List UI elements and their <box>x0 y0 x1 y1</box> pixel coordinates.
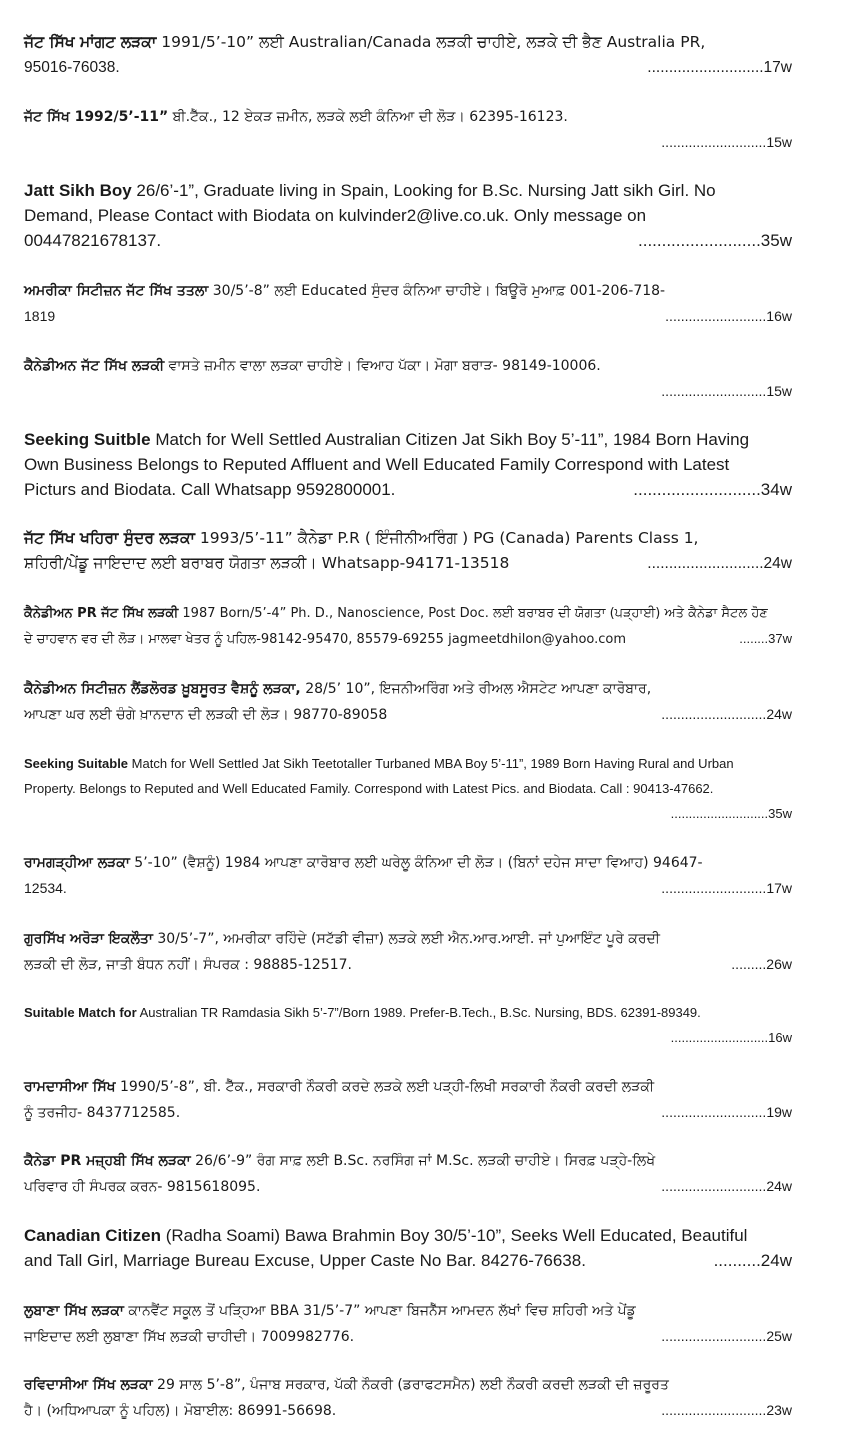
ad-text: Match for Well Settled Jat Sikh Teetotaller Turbaned MBA Boy 5’-11”, 1989 Born Having Rural and Urban <box>128 756 734 771</box>
ad-text: 1991/5’-10” ਲਈ Australian/Canada ਲੜਕੀ ਚਾਹੀਏ, ਲੜਕੇ ਦੀ ਭੈਣ Australia PR, <box>156 33 706 51</box>
ad-text: 30/5’-7”, ਅਮਰੀਕਾ ਰਹਿੰਦੇ (ਸਟੱਡੀ ਵੀਜ਼ਾ) ਲੜਕੇ ਲਈ ਐਨ.ਆਰ.ਆਈ. ਜਾਂ ਪੁਆਇੰਟ ਪੂਰੇ ਕਰਦੀ <box>152 931 661 947</box>
ad-lead: ਅਮਰੀਕਾ ਸਿਟੀਜ਼ਨ ਜੱਟ ਸਿੱਖ ਤਤਲਾ <box>24 283 209 299</box>
classified-ad <box>24 427 792 502</box>
ad-code: ...........................25w <box>661 1328 792 1344</box>
ad-lead: ਜੱਟ ਸਿੱਖ ਖਹਿਰਾ ਸੁੰਦਰ ਲੜਕਾ <box>24 529 195 547</box>
ad-lead: Suitable Match for <box>24 1005 137 1020</box>
ad-text: 29 ਸਾਲ 5’-8”, ਪੰਜਾਬ ਸਰਕਾਰ, ਪੱਕੀ ਨੌਕਰੀ (ਡਰਾਫਟਸਮੈਨ) ਲਈ ਨੌਕਰੀ ਕਰਦੀ ਲੜਕੀ ਦੀ ਜ਼ਰੂਰਤ <box>152 1377 669 1393</box>
classified-ad <box>24 751 792 826</box>
ad-code: .........26w <box>731 956 792 972</box>
classified-ad <box>24 600 792 652</box>
ad-code: ..........................16w <box>665 308 792 324</box>
ad-text: ਵਾਸਤੇ ਜ਼ਮੀਨ ਵਾਲਾ ਲੜਕਾ ਚਾਹੀਏ। ਵਿਆਹ ਪੱਕਾ। ਮੋਗਾ ਬਰਾੜ- 98149-10006. <box>164 358 601 374</box>
ad-text: 1987 Born/5’-4” Ph. D., Nanoscience, Post Doc. ਲਈ ਬਰਾਬਰ ਦੀ ਯੋਗਤਾ (ਪੜ੍ਹਾਈ) ਅਤੇ ਕੈਨੇਡਾ ਸੈਟਲ ਹੋਣ <box>178 606 768 621</box>
ad-text: (Radha Soami) Bawa Brahmin Boy 30/5’-10”, Seeks Well Educated, Beautiful <box>160 1226 748 1245</box>
ad-last-line: 1819 <box>24 308 56 324</box>
ad-lead: ਕੈਨੇਡੀਅਨ PR ਜੱਟ ਸਿੱਖ ਲੜਕੀ <box>24 606 179 621</box>
ad-code: ...........................24w <box>661 1178 792 1194</box>
classified-ad <box>24 178 792 253</box>
ad-text: 1990/5’-8”, ਬੀ. ਟੈੱਕ., ਸਰਕਾਰੀ ਨੌਕਰੀ ਕਰਦੇ ਲੜਕੇ ਲਈ ਪੜ੍ਹੀ-ਲਿਖੀ ਸਰਕਾਰੀ ਨੌਕਰੀ ਕਰਦੀ ਲੜਕੀ <box>115 1079 655 1095</box>
ad-code: ...........................16w <box>670 1030 792 1045</box>
ad-text: ਬੀ.ਟੈੱਕ., 12 ਏਕੜ ਜ਼ਮੀਨ, ਲੜਕੇ ਲਈ ਕੰਨਿਆ ਦੀ ਲੋੜ। 62395-16123. <box>168 109 568 125</box>
ad-last-line: and Tall Girl, Marriage Bureau Excuse, Upper Caste No Bar. 84276-76638. <box>24 1251 586 1270</box>
classified-ad <box>24 104 792 155</box>
classified-ad <box>24 1372 792 1424</box>
classified-ad <box>24 850 792 901</box>
classified-ad <box>24 278 792 329</box>
ad-lead: ਜੱਟ ਸਿੱਖ ਮਾਂਗਟ ਲੜਕਾ <box>24 33 157 51</box>
ad-lead: Seeking Suitble <box>24 430 151 449</box>
ad-code: ...........................23w <box>661 1402 792 1418</box>
ad-text: 5’-10” (ਵੈਸ਼ਨੂੰ) 1984 ਆਪਣਾ ਕਾਰੋਬਾਰ ਲਈ ਘਰੇਲੂ ਕੰਨਿਆ ਦੀ ਲੋੜ। (ਬਿਨਾਂ ਦਹੇਜ ਸਾਦਾ ਵਿਆਹ) 94647- <box>129 855 703 871</box>
ad-lead: Jatt Sikh Boy <box>24 181 132 200</box>
classified-ad <box>24 1148 792 1200</box>
classified-ad <box>24 1298 792 1350</box>
ad-lead: ਜੱਟ ਸਿੱਖ 1992/5’-11” <box>24 109 169 125</box>
ad-text: 30/5’-8” ਲਈ Educated ਸੁੰਦਰ ਕੰਨਿਆ ਚਾਹੀਏ। ਬਿਊਰੋ ਮੁਆਫ਼ 001-206-718- <box>208 283 666 299</box>
ad-last-line: ਦੇ ਚਾਹਵਾਨ ਵਰ ਦੀ ਲੋੜ। ਮਾਲਵਾ ਖੇਤਰ ਨੂੰ ਪਹਿਲ-98142-95470, 85579-69255 jagmeetdhilon@yahoo.com <box>24 632 627 647</box>
ad-text: ਕਾਨਵੈਂਟ ਸਕੂਲ ਤੋਂ ਪੜ੍ਹਿਆ BBA 31/5’-7” ਆਪਣਾ ਬਿਜਨੈੱਸ ਆਮਦਨ ਲੱਖਾਂ ਵਿਚ ਸ਼ਹਿਰੀ ਅਤੇ ਪੇਂਡੂ <box>123 1303 636 1319</box>
ad-text: Australian TR Ramdasia Sikh 5’-7”/Born 1989. Prefer-B.Tech., B.Sc. Nursing, BDS. 62391-89349. <box>136 1005 701 1020</box>
ad-last-line: ਹੈ। (ਅਧਿਆਪਕਾ ਨੂੰ ਪਹਿਲ)। ਮੋਬਾਈਲ: 86991-56698. <box>24 1403 337 1419</box>
ad-code: ...........................24w <box>647 555 792 572</box>
ad-last-line: ਸ਼ਹਿਰੀ/ਪੇਂਡੂ ਜਾਇਦਾਦ ਲਈ ਬਰਾਬਰ ਯੋਗਤਾ ਲੜਕੀ। Whatsapp-94171-13518 <box>24 554 510 572</box>
ad-lead: ਗੁਰਸਿੱਖ ਅਰੋੜਾ ਇਕਲੌਤਾ <box>24 931 153 947</box>
ad-text: Match for Well Settled Australian Citizen Jat Sikh Boy 5’-11”, 1984 Born Having <box>150 430 750 449</box>
ad-lead: ਰਵਿਦਾਸੀਆ ਸਿੱਖ ਲੜਕਾ <box>24 1377 153 1393</box>
ad-text: 26/6’-9” ਰੰਗ ਸਾਫ਼ ਲਈ B.Sc. ਨਰਸਿੰਗ ਜਾਂ M.Sc. ਲੜਕੀ ਚਾਹੀਏ। ਸਿਰਫ਼ ਪੜ੍ਹੇ-ਲਿਖੇ <box>190 1153 656 1169</box>
ad-last-line: Picturs and Biodata. Call Whatsapp 9592800001. <box>24 480 396 499</box>
ad-lead: ਕੈਨੇਡਾ PR ਮਜ਼੍ਹਬੀ ਸਿੱਖ ਲੜਕਾ <box>24 1153 191 1169</box>
ad-lead: Canadian Citizen <box>24 1226 161 1245</box>
ad-code: ...........................15w <box>661 134 792 150</box>
ad-lead: ਰਾਮਗੜ੍ਹੀਆ ਲੜਕਾ <box>24 855 130 871</box>
ad-lead: ਰਾਮਦਾਸੀਆ ਸਿੱਖ <box>24 1079 116 1095</box>
ad-code: ...........................17w <box>647 59 792 76</box>
ad-last-line: ਆਪਣਾ ਘਰ ਲਈ ਚੰਗੇ ਖ਼ਾਨਦਾਨ ਦੀ ਲੜਕੀ ਦੀ ਲੋੜ। 98770-89058 <box>24 707 388 723</box>
ad-text-line: Property. Belongs to Reputed and Well Educated Family. Correspond with Latest Pics. and Biodata. Call : 90413-47662. <box>24 781 714 796</box>
ad-lead: ਕੈਨੇਡੀਅਨ ਜੱਟ ਸਿੱਖ ਲੜਕੀ <box>24 358 165 374</box>
ad-last-line: 95016-76038. <box>24 59 120 76</box>
classified-ad <box>24 1223 792 1273</box>
ad-last-line: 12534. <box>24 880 67 896</box>
ad-lead: ਕੈਨੇਡੀਅਨ ਸਿਟੀਜ਼ਨ ਲੈਂਡਲੋਰਡ ਖ਼ੂਬਸੂਰਤ ਵੈਸ਼ਨੂੰ ਲੜਕਾ, <box>24 681 301 697</box>
classified-ad <box>24 676 792 728</box>
ad-text: 26/6’-1”, Graduate living in Spain, Looking for B.Sc. Nursing Jatt sikh Girl. No <box>131 181 716 200</box>
ad-code: ...........................15w <box>661 383 792 399</box>
ad-code: ........37w <box>739 631 792 646</box>
ad-code: ...........................34w <box>633 480 792 499</box>
ad-code: ...........................17w <box>661 880 792 896</box>
classified-ad <box>24 926 792 978</box>
ad-lead: Seeking Suitable <box>24 756 129 771</box>
ad-code: ...........................24w <box>661 706 792 722</box>
ad-last-line: ਜਾਇਦਾਦ ਲਈ ਲੁਬਾਣਾ ਸਿੱਖ ਲੜਕੀ ਚਾਹੀਦੀ। 7009982776. <box>24 1329 355 1345</box>
ad-lead: ਲੁਬਾਣਾ ਸਿੱਖ ਲੜਕਾ <box>24 1303 124 1319</box>
ad-code: ...........................35w <box>670 806 792 821</box>
ad-text: 28/5’ 10”, ਇਜਨੀਅਰਿੰਗ ਅਤੇ ਰੀਅਲ ਐਸਟੇਟ ਆਪਣਾ ਕਾਰੋਬਾਰ, <box>300 681 652 697</box>
ad-last-line: 00447821678137. <box>24 231 162 250</box>
classified-ad <box>24 353 792 404</box>
ad-code: ..........................35w <box>638 231 792 250</box>
classified-ad <box>24 526 792 576</box>
classified-ad <box>24 1074 792 1126</box>
ad-text-line: Own Business Belongs to Reputed Affluent and Well Educated Family Correspond with Latest <box>24 455 730 474</box>
classified-ad <box>24 1000 792 1050</box>
ad-code: ...........................19w <box>661 1104 792 1120</box>
ad-code: ..........24w <box>713 1251 792 1270</box>
ad-text: 1993/5’-11” ਕੈਨੇਡਾ P.R ( ਇੰਜੀਨੀਅਰਿੰਗ ) PG (Canada) Parents Class 1, <box>194 529 699 547</box>
ad-last-line: ਲੜਕੀ ਦੀ ਲੋੜ, ਜਾਤੀ ਬੰਧਨ ਨਹੀਂ। ਸੰਪਰਕ : 98885-12517. <box>24 957 353 973</box>
classified-ad <box>24 30 792 80</box>
ad-text-line: Demand, Please Contact with Biodata on kulvinder2@live.co.uk. Only message on <box>24 206 647 225</box>
ad-last-line: ਪਰਿਵਾਰ ਹੀ ਸੰਪਰਕ ਕਰਨ- 9815618095. <box>24 1179 261 1195</box>
ad-last-line: ਨੂੰ ਤਰਜੀਹ- 8437712585. <box>24 1105 181 1121</box>
